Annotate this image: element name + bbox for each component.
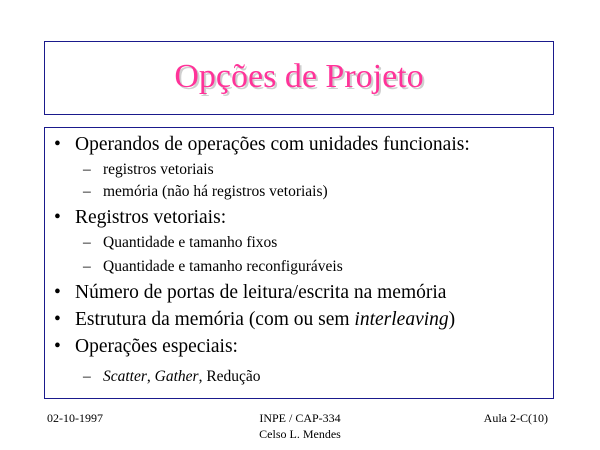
footer-page: Aula 2-C(10) bbox=[483, 411, 548, 425]
dash-icon: – bbox=[83, 368, 91, 385]
sub-item-text: Quantidade e tamanho reconfiguráveis bbox=[103, 258, 343, 275]
separator: , bbox=[198, 368, 207, 385]
footer-org: INPE / CAP-334 bbox=[259, 411, 341, 425]
footer-author: Celso L. Mendes bbox=[259, 427, 341, 441]
bullet-item-text bbox=[75, 309, 455, 331]
bullet-item-text: Número de portas de leitura/escrita na memória bbox=[75, 282, 447, 303]
text-prefix: Estrutura da memória (com ou sem bbox=[75, 309, 355, 330]
content-box bbox=[44, 127, 554, 399]
footer-date: 02-10-1997 bbox=[47, 411, 103, 425]
dash-icon: – bbox=[83, 183, 91, 200]
sub-item-text: registros vetoriais bbox=[103, 161, 214, 178]
bullet-icon: • bbox=[54, 207, 61, 228]
title-box bbox=[44, 41, 554, 115]
sub-item-text: Quantidade e tamanho fixos bbox=[103, 234, 278, 251]
bullet-item-text: Operandos de operações com unidades funcionais: bbox=[75, 134, 470, 155]
sub-item-text: memória (não há registros vetoriais) bbox=[103, 183, 328, 200]
text-suffix: ) bbox=[448, 309, 456, 330]
italic-term: interleaving bbox=[354, 309, 449, 330]
bullet-item-text: Operações especiais: bbox=[75, 336, 238, 357]
bullet-icon: • bbox=[54, 336, 61, 357]
bullet-icon: • bbox=[54, 282, 61, 303]
dash-icon: – bbox=[83, 161, 91, 178]
sub-item-text bbox=[103, 368, 261, 386]
slide-title: Opções de Projeto bbox=[174, 58, 424, 95]
bullet-icon: • bbox=[54, 134, 61, 155]
italic-term: Scatter bbox=[103, 368, 147, 385]
bullet-item-text: Registros vetoriais: bbox=[75, 207, 227, 228]
dash-icon: – bbox=[83, 258, 91, 275]
dash-icon: – bbox=[83, 234, 91, 251]
bullet-icon: • bbox=[54, 309, 61, 330]
plain-term: Redução bbox=[206, 368, 261, 385]
separator: , bbox=[146, 368, 155, 385]
italic-term: Gather bbox=[154, 368, 199, 385]
